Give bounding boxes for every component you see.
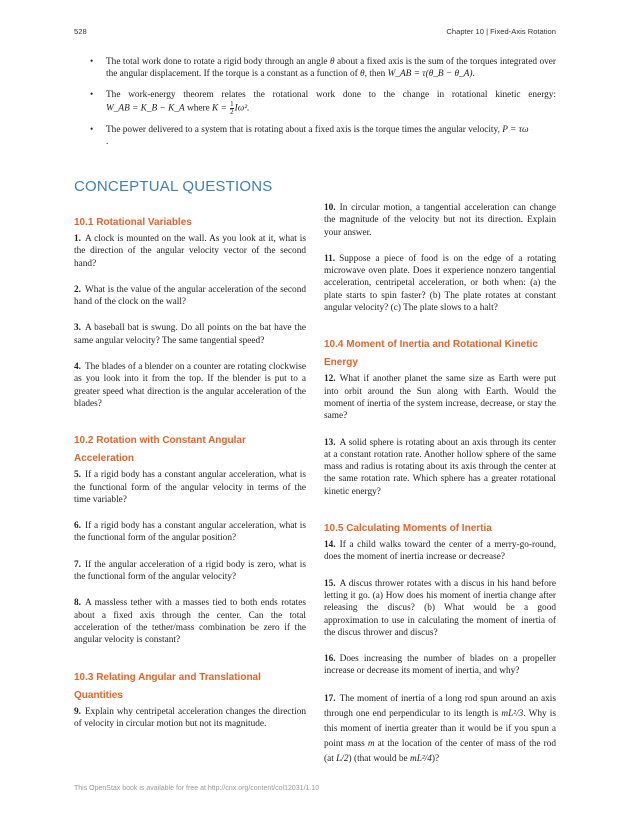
question-text: )? (431, 753, 440, 764)
subsection-title: 10.3 Relating Angular and Translational Quantities (74, 671, 261, 701)
question-text: What if another planet the same size as Earth were put into orbit around the Sun along with Earth. Would the moment of inertia of the system increase, decrease, or stay the same? (324, 374, 556, 422)
question-text: If a rigid body has a constant angular acceleration, what is the functional form of the angular velocity in terms of the time variable? (74, 470, 306, 505)
question-text: Does increasing the number of blades on a propeller increase or decrease its moment of inertia, and why? (324, 654, 556, 677)
right-column (324, 202, 556, 781)
rod-inertia-equation: mL²/3 (501, 708, 524, 719)
question-4 (74, 361, 306, 410)
question-15 (324, 578, 556, 639)
page-footer: This OpenStax book is available for free at http://cnx.org/content/col12031/1.10 (74, 785, 320, 792)
question-text: If a child walks toward the center of a merry-go-round, does the moment of inertia increase or decrease? (324, 540, 556, 563)
question-text: If a rigid body has a constant angular acceleration, what is the functional form of the angular position? (74, 521, 306, 544)
question-number: 17. (324, 693, 336, 704)
question-12 (324, 373, 556, 422)
bullet-dot-icon: • (90, 89, 94, 100)
question-11 (324, 253, 556, 314)
one-half-fraction (230, 101, 234, 116)
question-text: at the location of the center of mass of the rod (at (324, 738, 557, 764)
section-title: CONCEPTUAL QUESTIONS (74, 178, 273, 195)
question-number: 16. (324, 654, 336, 665)
question-number: 11. (324, 253, 336, 264)
chapter-header: Chapter 10 | Fixed-Axis Rotation (446, 27, 556, 36)
question-text: ) (that would be (348, 753, 408, 764)
bullet-text: The work-energy theorem relates the rotational work done to the change in rotational kinetic energy: (106, 89, 556, 100)
bullet-work-energy (90, 89, 556, 116)
question-3 (74, 322, 306, 347)
question-number: 2. (74, 284, 81, 295)
question-7 (74, 559, 306, 584)
bullet-text: . (472, 69, 475, 80)
kinetic-energy-equation-rest: Iω². (234, 103, 250, 114)
subsection-title: 10.1 Rotational Variables (74, 217, 192, 228)
question-number: 1. (74, 234, 81, 244)
bullet-text: The power delivered to a system that is rotating about a fixed axis is the torque times the angular velocity, (106, 124, 500, 135)
question-number: 6. (74, 521, 81, 532)
question-text: In circular motion, a tangential acceleration can change the magnitude of the velocity but not its direction. Explain your answer. (324, 203, 556, 238)
left-column (74, 214, 306, 744)
bullet-text: about a fixed axis is the sum of the torques integrated over the angular displacement. If the torque is a constant as a function of (106, 57, 556, 80)
question-text: A massless tether with a masses tied to both ends rotates about a fixed axis through the center. Can the total acceleration of the tether/mass combination be zero if the angular velocity is constant? (74, 598, 306, 646)
subsection-title: 10.2 Rotation with Constant Angular Acceleration (74, 435, 246, 465)
question-number: 7. (74, 559, 81, 570)
fraction-denominator: 2 (230, 107, 234, 116)
question-text: Explain why centripetal acceleration changes the direction of velocity in circular motion but not its magnitude. (74, 706, 306, 729)
half-length-symbol: L/2 (336, 753, 349, 764)
question-text: A discus thrower rotates with a discus in his hand before letting it go. (a) How does his moment of inertia change after releasing the discus? (b) What would be a good approximation to use in calculating the moment of inertia of the discus thrower and discus? (324, 578, 556, 638)
question-number: 8. (74, 598, 81, 609)
question-number: 14. (324, 540, 336, 551)
theta-symbol: θ (360, 69, 365, 80)
bullet-dot-icon: • (90, 124, 94, 135)
work-equation: W_AB = τ(θ_B − θ_A) (387, 69, 473, 80)
point-mass-inertia-equation: mL²/4 (410, 753, 432, 764)
bullet-text: . (106, 137, 109, 148)
bullet-text: where (186, 103, 210, 114)
question-17 (324, 692, 556, 767)
bullet-text: , then (364, 69, 386, 80)
bullet-power (90, 124, 556, 149)
fraction-numerator: 1 (230, 99, 234, 108)
subsection-title: 10.5 Calculating Moments of Inertia (324, 523, 492, 535)
question-text: A solid sphere is rotating about an axis through its center at a constant rotation rate. Another hollow sphere of the same mass and radius is rotating about its axis through the center at the same rotation rate. Which sphere has a greater rotational kinetic energy? (324, 437, 556, 497)
question-number: 10. (324, 203, 336, 213)
question-text: The blades of a blender on a counter are rotating clockwise as you look into it from the top. If the blender is put to a greater speed what direction is the angular acceleration of the blades? (74, 362, 306, 409)
question-text: A baseball bat is swung. Do all points on the bat have the same angular velocity? The same tangential speed? (74, 323, 306, 346)
question-1 (74, 233, 306, 270)
question-16 (324, 653, 556, 678)
summary-bullets (90, 56, 556, 156)
power-equation: P = τω (502, 124, 529, 135)
question-number: 5. (74, 470, 81, 481)
bullet-dot-icon: • (90, 57, 94, 67)
question-text: A clock is mounted on the wall. As you look at it, what is the direction of the angular velocity vector of the second hand? (74, 234, 306, 269)
question-number: 4. (74, 362, 81, 373)
question-number: 12. (324, 374, 336, 385)
question-8 (74, 597, 306, 646)
question-10 (324, 202, 556, 239)
bullet-text: The total work done to rotate a rigid body through an angle (106, 57, 328, 67)
page-number: 528 (74, 27, 87, 36)
theta-symbol: θ (330, 57, 335, 67)
work-energy-equation: W_AB = K_B − K_A (106, 103, 185, 114)
question-text: What is the value of the angular acceleration of the second hand of the clock on the wall? (74, 284, 306, 308)
question-text: Suppose a piece of food is on the edge of a rotating microwave oven plate. Does it experience nonzero tangential acceleration, centripetal acceleration, or both when: (a) the plate starts to spin faster? (b) The plate rotates at constant angular velocity? (c) The plate slows to a halt? (324, 253, 556, 314)
question-number: 15. (324, 578, 336, 589)
question-9 (74, 706, 306, 731)
bullet-work (90, 56, 556, 81)
question-text: The moment of inertia of a long rod spun around an axis through one end perpendicular to its length is (324, 693, 556, 719)
kinetic-energy-equation: K = (212, 103, 227, 114)
question-text: If the angular acceleration of a rigid body is zero, what is the functional form of the angular velocity? (74, 559, 306, 583)
question-number: 3. (74, 323, 81, 334)
question-13 (324, 437, 556, 498)
question-number: 9. (74, 706, 81, 717)
question-5 (74, 469, 306, 506)
question-2 (74, 284, 306, 309)
mass-symbol: m (367, 738, 375, 749)
subsection-title: 10.4 Moment of Inertia and Rotational Kinetic Energy (324, 339, 538, 369)
question-14 (324, 539, 556, 564)
question-text: . Why is this moment of inertia greater than it would be if you spun a point mass (324, 708, 557, 749)
question-number: 13. (324, 437, 336, 448)
question-6 (74, 520, 306, 545)
